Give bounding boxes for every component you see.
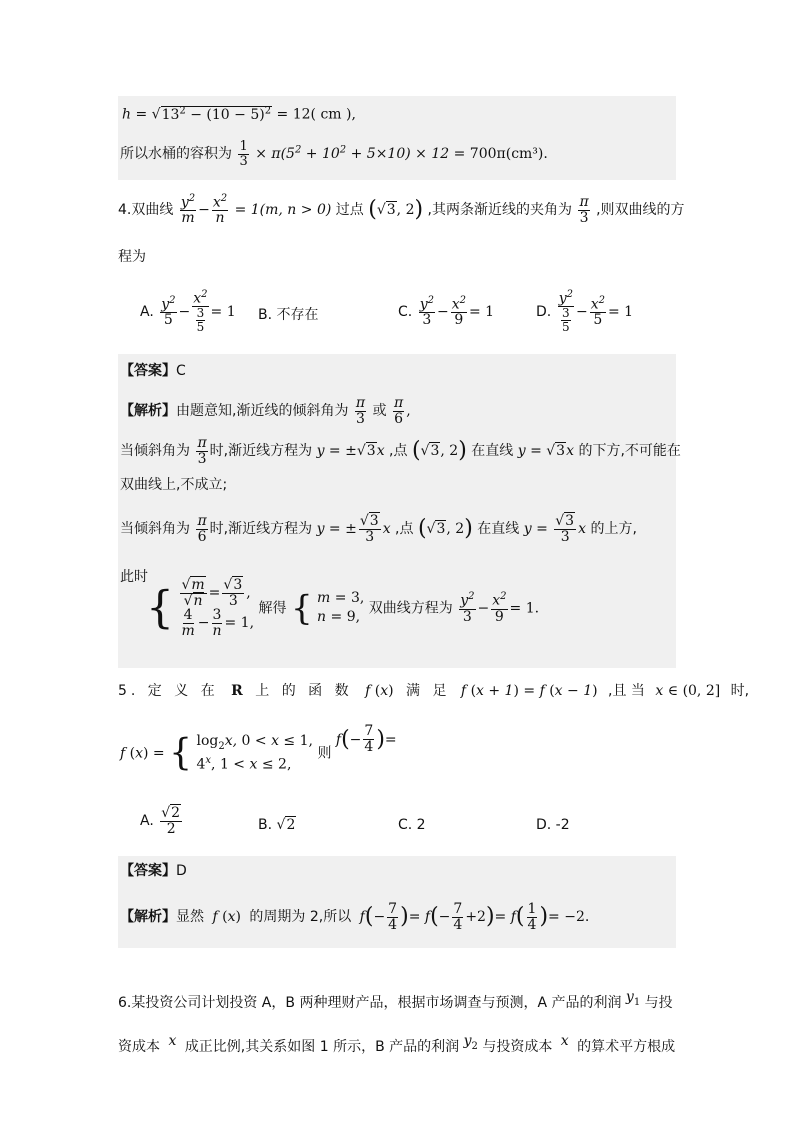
q5-stem: 5. 定 义 在 R 上 的 函 数 f (x) 满 足 f (x + 1) = f (x − 1) ,且 当 x ∈ (0, 2] 时,	[118, 683, 750, 699]
q4-analysis-2: 当倾斜角为 $\frac{\pi}{3}$ 时,渐近线方程为 y = ±√3x ,点 (√3, 2) 在直线 y = √3x 的下方,不可能在	[120, 435, 681, 467]
q5-analysis: 【解析】显然 f (x) 的周期为 2,所以 f(− $\frac{7}{4}$ )= f(− $\frac{7}{4}$ +2)= f( $\frac{1}{4}$ )= −2.	[120, 901, 590, 933]
q5-option-d: D. -2	[536, 817, 570, 833]
q4-option-d: D. $\frac{y^2}{\frac{3}{5}}$ − $\frac{x^2}{5}$ = 1	[536, 289, 634, 334]
q4-analysis-4: { $\frac{√m}{√n}$ = $\frac{√3}{3}$ , $\frac{4}{m}$ − $\frac{3}{n}$ = 1, 解得 { m = 3, n = 9, 双曲线方程为 $\frac{y^2}{3}$ − $\frac{x^2}{9}$ = 1.	[146, 577, 540, 640]
q4-stem-cont: 程为	[118, 249, 146, 265]
q6-line-1: 6.某投资公司计划投资 A，B 两种理财产品，根据市场调查与预测，A 产品的利润 $y_1$ 与投	[118, 989, 673, 1011]
q4-analysis-4-label: 此时	[120, 569, 148, 585]
q5-piecewise: f (x) = { $\log_2x$, 0 < x ≤ 1, 4$^x$, 1 < x ≤ 2, 则 f(− $\frac{7}{4}$ )=	[120, 723, 397, 774]
q4-option-b: B. 不存在	[258, 307, 319, 323]
q5-option-a: A. $\frac{√2}{2}$	[140, 805, 181, 837]
q6-line-2b: 资成本 x 成正比例,其关系如图 1 所示，B 产品的利润 $y_2$ 与投资成本 x 的算术平方根成	[118, 1033, 676, 1055]
q4-analysis-3: 当倾斜角为 $\frac{\pi}{6}$ 时,渐近线方程为 y = ± $\frac{√3}{3}$ x ,点 (√3, 2) 在直线 y = $\frac{√3}{3}$ x 的上方,	[120, 513, 637, 545]
q4-option-a: A. $\frac{y^2}{5}$ − $\frac{x^2}{\frac{3}{5}}$ = 1	[140, 289, 236, 334]
q5-option-b: B. √2	[258, 817, 296, 833]
q4-option-c: C. $\frac{y^2}{3}$ − $\frac{x^2}{9}$ = 1	[398, 295, 495, 329]
q4-analysis-1: 【解析】由题意知,渐近线的倾斜角为 $\frac{\pi}{3}$ 或 $\frac{\pi}{6}$ ,	[120, 395, 411, 427]
q4-analysis-2-cont: 双曲线上,不成立;	[120, 477, 228, 493]
q4-stem: 4.双曲线 $\frac{y^2}{m}$ − $\frac{x^2}{n}$ = 1(m, n > 0) 过点 (√3, 2) ,其两条渐近线的夹角为 $\frac{\pi}{3}$ ,则双曲线的方	[118, 193, 685, 227]
q5-option-c: C. 2	[398, 817, 426, 833]
volume-formula: 所以水桶的容积为 $\frac{1}{3}$ × $\pi(5^2 + 10^2 + 5\times 10) \times 12 = 700\pi(cm^3)$.	[120, 139, 548, 169]
height-formula: $h = √13^2 - (10 - 5)^2 = 12$( cm ),	[122, 105, 356, 123]
q5-answer: 【答案】D	[120, 863, 187, 879]
q4-answer: 【答案】C	[120, 363, 186, 379]
